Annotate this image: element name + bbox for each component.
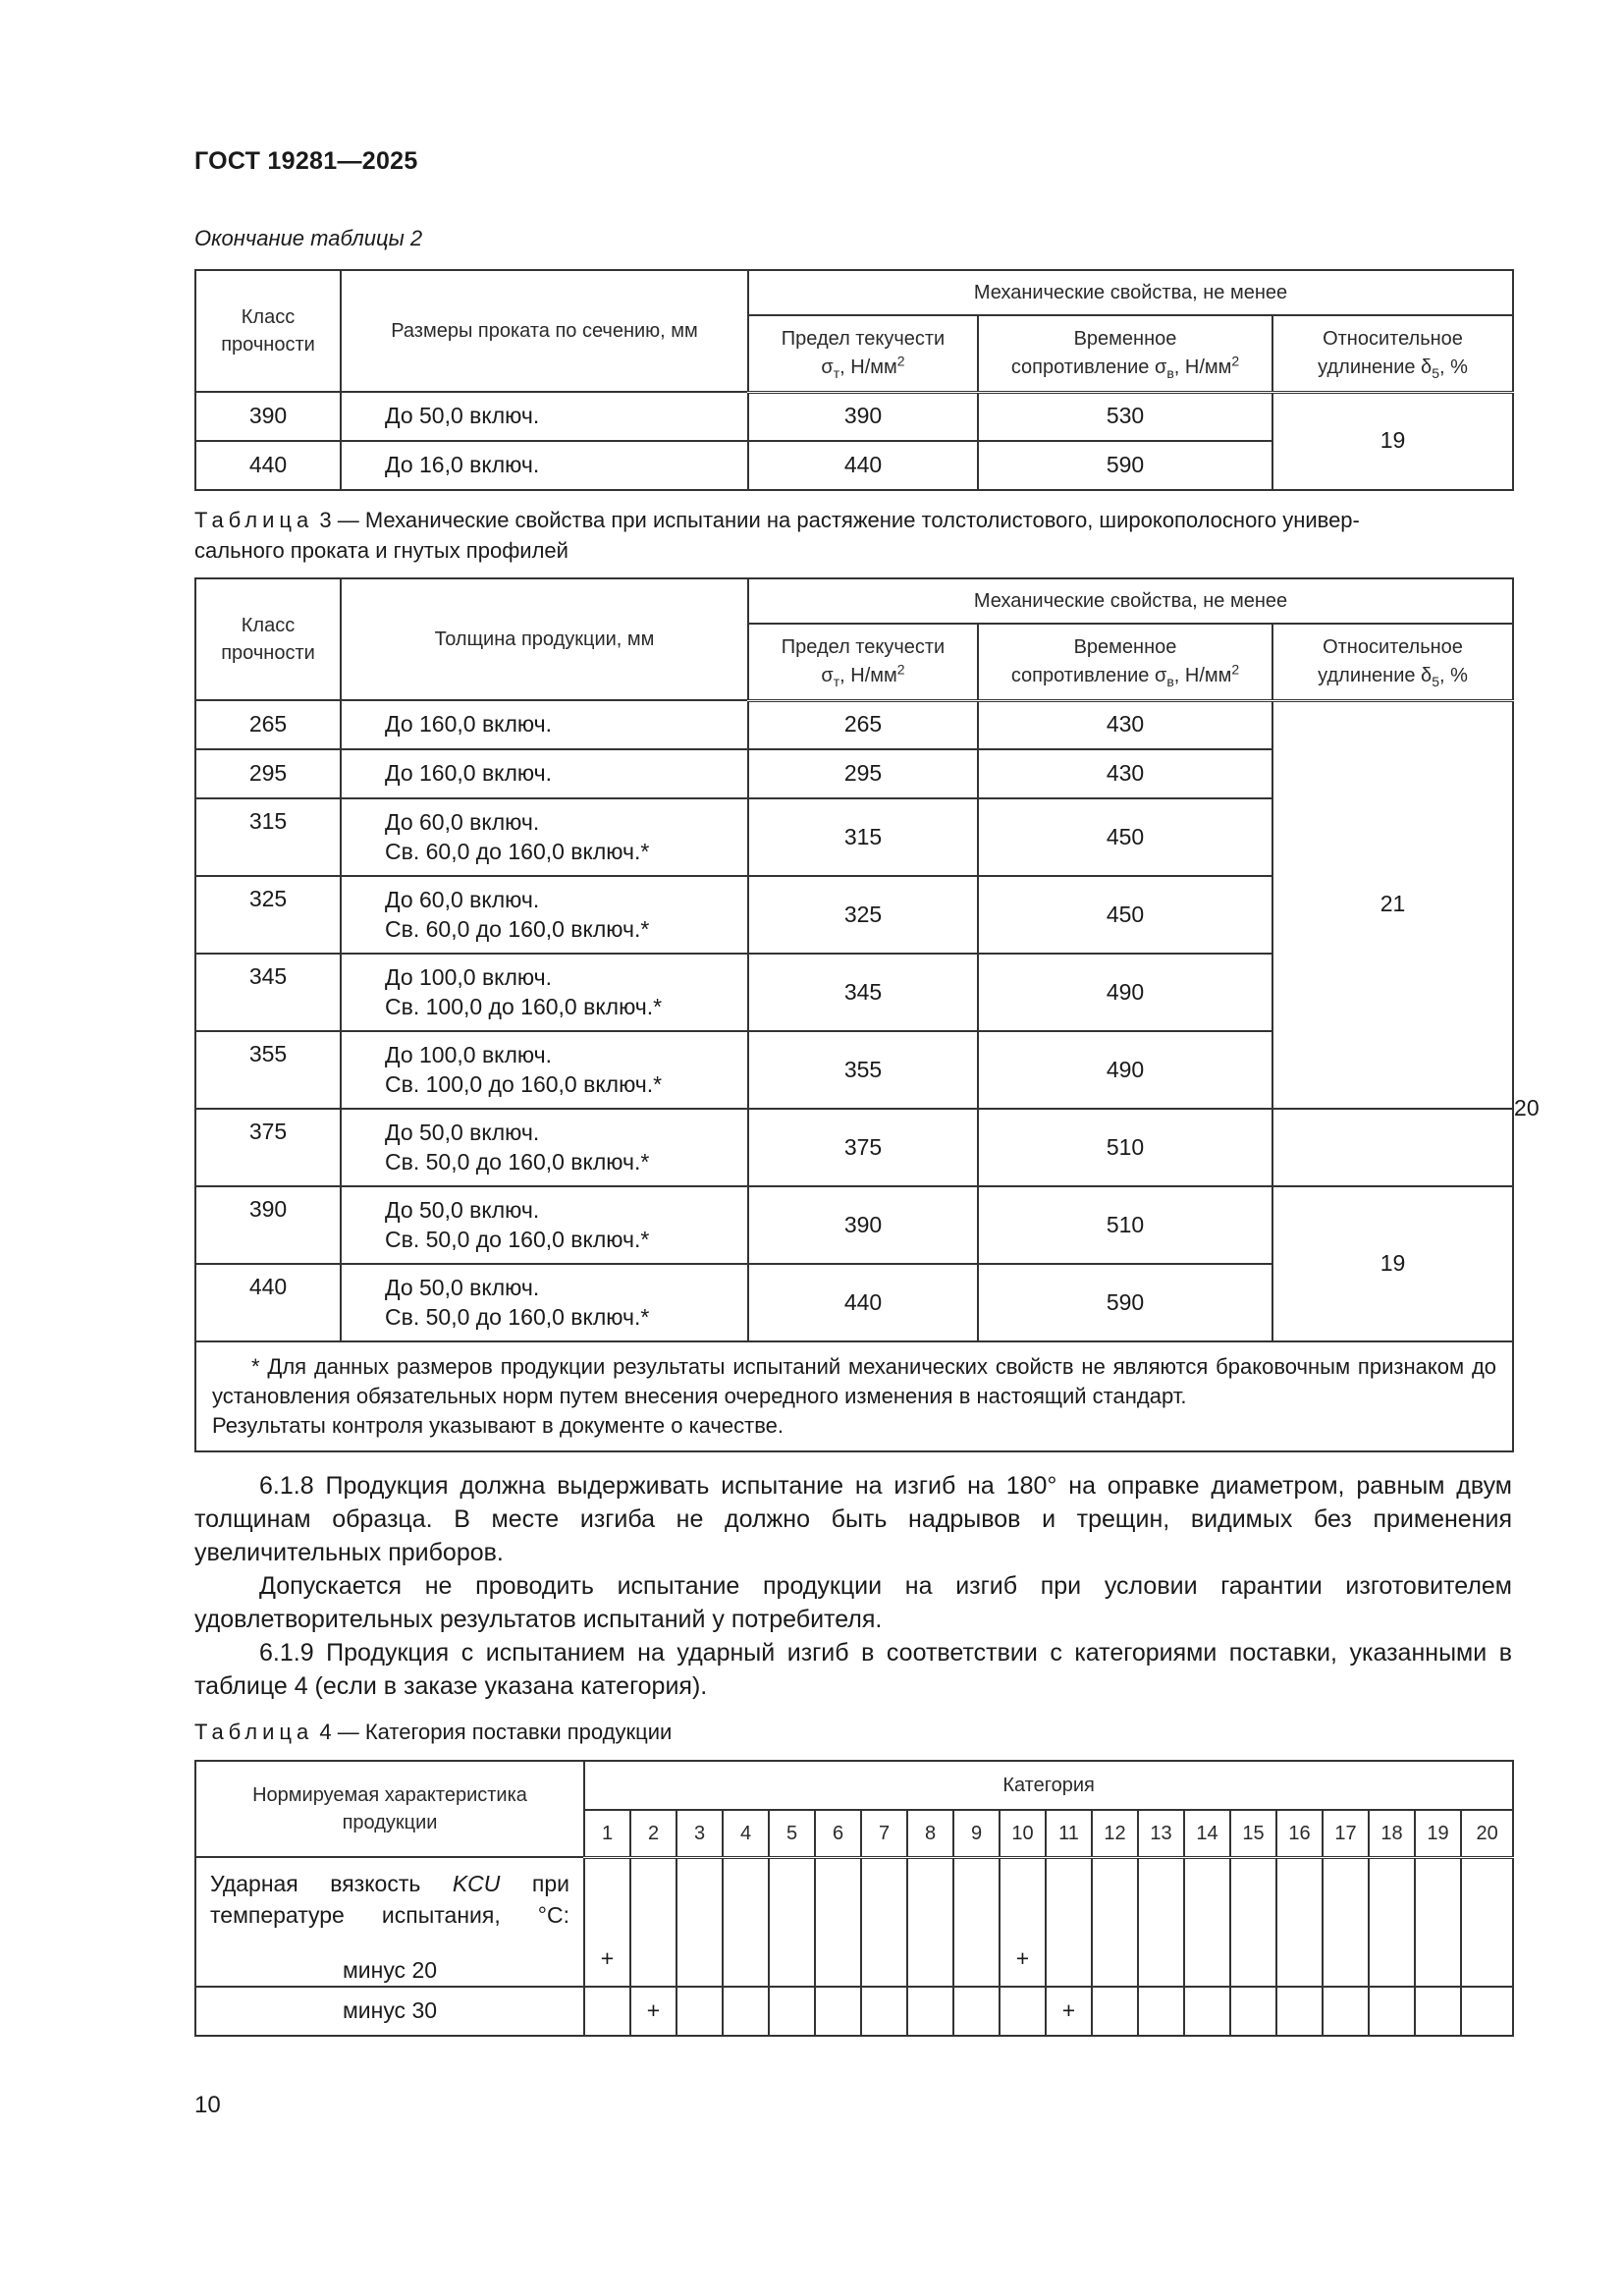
table-row: 440 До 16,0 включ. 440 590 xyxy=(195,441,1513,490)
header-characteristic: Нормируемая характеристика продукции xyxy=(195,1761,584,1857)
header-elongation: Относительное удлинение $\delta_5$, % xyxy=(1272,624,1513,700)
table-2-continuation-caption: Окончание таблицы 2 xyxy=(194,226,423,250)
page-number: 10 xyxy=(194,2092,221,2118)
header-class: Класс прочности xyxy=(195,270,341,392)
table-4 xyxy=(194,1760,1514,2037)
table-3-footnote: * Для данных размеров продукции результаты испытаний механических свойств не являются браковочным признаком до установления обязательных норм путем внесения очередного изменения в настоящий стандарт. Результаты контроля указывают в документе о качестве. xyxy=(195,1341,1513,1451)
table-3 xyxy=(194,577,1540,1452)
header-thickness: Толщина продукции, мм xyxy=(341,578,748,700)
table-row: Ударная вязкость KCU при температуре испытания, °С: минус 20 + + xyxy=(195,1857,1513,1987)
paragraph-bend-test-waiver: Допускается не проводить испытание продукции на изгиб при условии гарантии изготовителем удовлетворительных результатов испытаний у потребителя. xyxy=(194,1572,1512,1633)
paragraph-6-1-8: 6.1.8 Продукция должна выдерживать испытание на изгиб на 180° на оправке диаметром, равным двум толщинам образца. В месте изгиба не должно быть надрывов и трещин, видимых без применения увеличительных приборов. xyxy=(194,1472,1512,1566)
table-row: 325 До 60,0 включ. Св. 60,0 до 160,0 включ.* 325 450 xyxy=(195,876,1513,954)
category-numbers-row: 1 2 3 4 5 6 7 8 9 10 11 12 13 14 15 16 17 18 19 20 xyxy=(195,1810,1513,1857)
header-elongation: Относительное удлинение $\delta_5$, % xyxy=(1272,315,1513,392)
elongation-group-1: 21 xyxy=(1272,700,1513,1109)
header-tensile-strength: Временное сопротивление $\sigma_в$, $Н/мм^2$ xyxy=(978,624,1272,700)
table-4-caption: Таблица 4 — Категория поставки продукции xyxy=(194,1720,673,1744)
table-row: минус 30 + + xyxy=(195,1987,1513,2036)
header-yield-strength: Предел текучести $\sigma_т$, $Н/мм^2$ xyxy=(748,315,978,392)
header-class: Класс прочности xyxy=(195,578,341,700)
header-mechanical-properties: Механические свойства, не менее xyxy=(748,270,1513,315)
header-sizes: Размеры проката по сечению, мм xyxy=(341,270,748,392)
table-2-continuation xyxy=(194,269,1514,491)
table-3-caption: Таблица 3 — Механические свойства при испытании на растяжение толстолистового, широкополосного универ- сального проката и гнутых профилей xyxy=(194,508,1360,563)
table-row: 440 До 50,0 включ. Св. 50,0 до 160,0 включ.* 440 590 xyxy=(195,1264,1513,1341)
header-category: Категория xyxy=(584,1761,1513,1810)
header-mechanical-properties: Механические свойства, не менее xyxy=(748,578,1513,624)
header-yield-strength: Предел текучести $\sigma_т$, $Н/мм^2$ xyxy=(748,624,978,700)
paragraph-6-1-9: 6.1.9 Продукция с испытанием на ударный изгиб в соответствии с категориями поставки, указанными в таблице 4 (если в заказе указана категория). xyxy=(194,1639,1512,1700)
table-row: 265 До 160,0 включ. 265 430 21 xyxy=(195,700,1513,749)
body-text xyxy=(194,1469,1512,1703)
table-row: 345 До 100,0 включ. Св. 100,0 до 160,0 включ.* 345 490 xyxy=(195,954,1513,1031)
table-row: 390 До 50,0 включ. 390 530 19 xyxy=(195,392,1513,441)
table-row: 315 До 60,0 включ. Св. 60,0 до 160,0 включ.* 315 450 xyxy=(195,798,1513,876)
table-row: 355 До 100,0 включ. Св. 100,0 до 160,0 включ.* 355 490 20 xyxy=(195,1031,1513,1109)
document-code: ГОСТ 19281—2025 xyxy=(194,147,418,175)
table-row: 295 До 160,0 включ. 295 430 xyxy=(195,749,1513,798)
table-row: 375 До 50,0 включ. Св. 50,0 до 160,0 включ.* 375 510 xyxy=(195,1109,1513,1186)
elongation-value: 19 xyxy=(1272,392,1513,490)
table-row: 390 До 50,0 включ. Св. 50,0 до 160,0 включ.* 390 510 19 xyxy=(195,1186,1513,1264)
elongation-group-3: 19 xyxy=(1272,1186,1513,1341)
header-tensile-strength: Временное сопротивление $\sigma_в$, $Н/мм^2$ xyxy=(978,315,1272,392)
